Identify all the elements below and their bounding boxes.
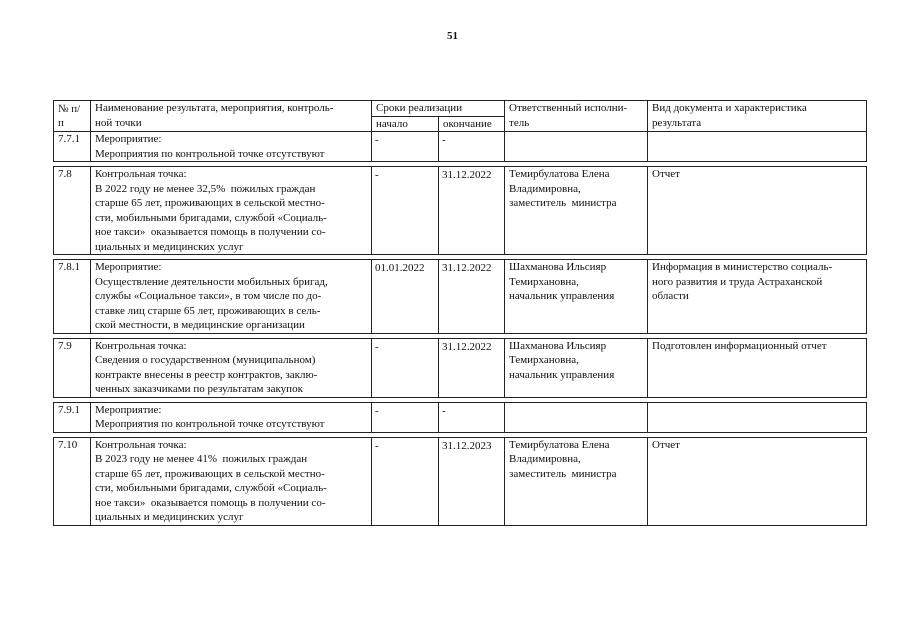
row-responsible: Шахманова Ильсияр Темирхановна, начальник управления — [505, 338, 648, 397]
row-responsible: Шахманова Ильсияр Темирхановна, начальник управления — [505, 260, 648, 334]
row-description: Контрольная точка: Сведения о государственном (муниципальном) контракте внесены в реестр контрактов, заклю- ченных заказчиками по результатам закупок — [91, 338, 372, 397]
table-row — [54, 437, 867, 525]
header-deadlines: Сроки реализации — [372, 101, 505, 117]
header-name: Наименование результата, мероприятия, контроль- ной точки — [91, 101, 372, 132]
row-number: 7.9.1 — [54, 402, 91, 432]
header-start: начало — [372, 116, 439, 132]
row-start-date: - — [372, 402, 439, 432]
row-number: 7.9 — [54, 338, 91, 397]
row-document — [648, 402, 867, 432]
table-row — [54, 338, 867, 397]
table-row — [54, 167, 867, 255]
row-start-date: - — [372, 338, 439, 397]
row-document: Отчет — [648, 167, 867, 255]
table-body — [54, 132, 867, 526]
table-row — [54, 132, 867, 162]
table-row — [54, 260, 867, 334]
row-document: Подготовлен информационный отчет — [648, 338, 867, 397]
header-end: окончание — [439, 116, 505, 132]
header-responsible: Ответственный исполни- тель — [505, 101, 648, 132]
row-description: Контрольная точка: В 2022 году не менее 32,5% пожилых граждан старше 65 лет, проживающих в сельской местно- сти, мобильными бригадами, службой «Социаль- ное такси» оказывается помощь в получении со- циальных и медицинских услуг — [91, 167, 372, 255]
row-description: Мероприятие: Осуществление деятельности мобильных бригад, службы «Социальное такси», в том числе по до- ставке лиц старше 65 лет, проживающих в сель- ской местности, в медицинские организации — [91, 260, 372, 334]
table-header — [54, 101, 867, 132]
row-description: Контрольная точка: В 2023 году не менее 41% пожилых граждан старше 65 лет, проживающих в сельской местно- сти, мобильными бригадами, службой «Социаль- ное такси» оказывается помощь в получении со- циальных и медицинских услуг — [91, 437, 372, 525]
header-number: № п/п — [54, 101, 91, 132]
row-responsible — [505, 132, 648, 162]
row-start-date: 01.01.2022 — [372, 260, 439, 334]
implementation-plan-table — [53, 100, 867, 526]
row-description: Мероприятие: Мероприятия по контрольной точке отсутствуют — [91, 402, 372, 432]
row-description: Мероприятие: Мероприятия по контрольной точке отсутствуют — [91, 132, 372, 162]
row-number: 7.8.1 — [54, 260, 91, 334]
row-end-date: - — [439, 402, 505, 432]
row-number: 7.7.1 — [54, 132, 91, 162]
row-end-date: 31.12.2022 — [439, 167, 505, 255]
row-start-date: - — [372, 437, 439, 525]
row-start-date: - — [372, 167, 439, 255]
row-start-date: - — [372, 132, 439, 162]
row-document: Отчет — [648, 437, 867, 525]
row-end-date: 31.12.2022 — [439, 260, 505, 334]
table-row — [54, 402, 867, 432]
row-responsible: Темирбулатова Елена Владимировна, заместитель министра — [505, 437, 648, 525]
row-document: Информация в министерство социаль- ного развития и труда Астраханской области — [648, 260, 867, 334]
row-document — [648, 132, 867, 162]
row-end-date: 31.12.2023 — [439, 437, 505, 525]
row-responsible — [505, 402, 648, 432]
row-end-date: - — [439, 132, 505, 162]
row-number: 7.8 — [54, 167, 91, 255]
row-number: 7.10 — [54, 437, 91, 525]
row-end-date: 31.12.2022 — [439, 338, 505, 397]
page-number: 51 — [447, 30, 458, 42]
header-document: Вид документа и характеристика результата — [648, 101, 867, 132]
row-responsible: Темирбулатова Елена Владимировна, заместитель министра — [505, 167, 648, 255]
